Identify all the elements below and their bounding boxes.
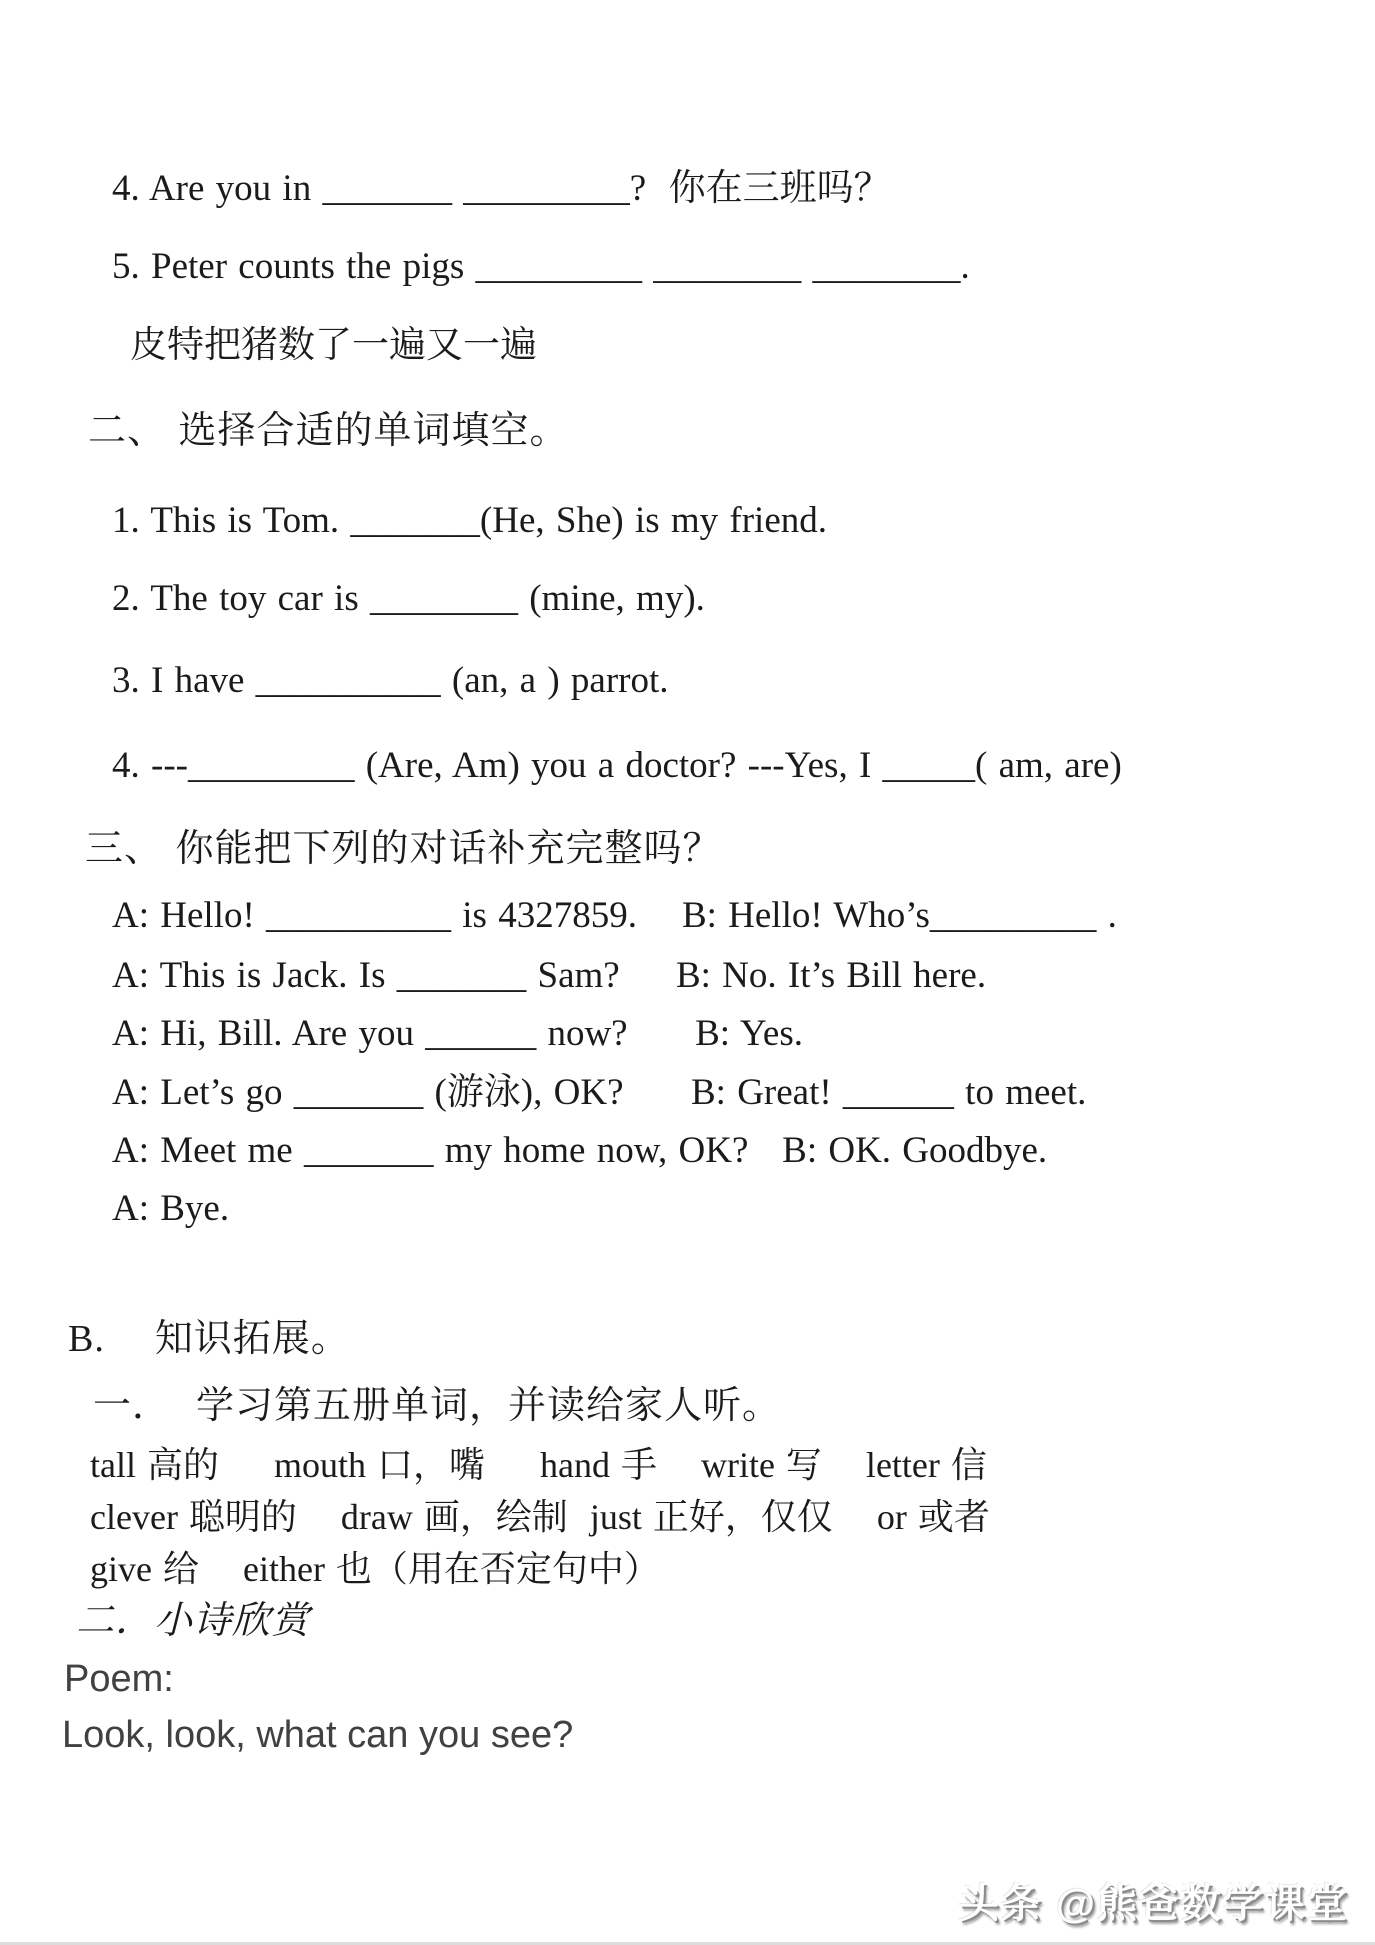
choice-question-2: 2. The toy car is ________ (mine, my).	[112, 578, 705, 619]
section-b-heading: B. 知识拓展。	[68, 1318, 350, 1360]
poem-line-1: Look, look, what can you see?	[62, 1714, 574, 1756]
part-two-heading: 二、 选择合适的单词填空。	[88, 410, 569, 452]
word-list-line-2: clever 聪明的 draw 画，绘制 just 正好，仅仅 or 或者	[90, 1497, 990, 1537]
choice-question-1: 1. This is Tom. _______(He, She) is my friend.	[112, 500, 828, 541]
word-list-line-3: give 给 either 也（用在否定句中）	[90, 1549, 660, 1589]
part-three-heading: 三、 你能把下列的对话补充完整吗？	[85, 828, 722, 870]
section-b-item-2-heading: 二．小诗欣赏	[76, 1600, 311, 1642]
translate-question-4: 4. Are you in _______ _________? 你在三班吗？	[112, 168, 891, 209]
dialog-line-4: A: Let’s go _______ (游泳), OK? B: Great! ______ to meet.	[112, 1072, 1087, 1113]
choice-question-3: 3. I have __________ (an, a ) parrot.	[112, 660, 669, 701]
section-b-item-1-heading: 一． 学习第五册单词，并读给家人听。	[93, 1385, 782, 1427]
translate-question-5: 5. Peter counts the pigs _________ ________ ________.	[112, 246, 970, 287]
word-list-line-1: tall 高的 mouth 口，嘴 hand 手 write 写 letter 信	[90, 1445, 987, 1485]
dialog-line-6: A: Bye.	[112, 1188, 230, 1229]
question-5-chinese-hint: 皮特把猪数了一遍又一遍	[130, 325, 537, 366]
dialog-line-2: A: This is Jack. Is _______ Sam? B: No. It’s Bill here.	[112, 955, 987, 996]
dialog-line-3: A: Hi, Bill. Are you ______ now? B: Yes.	[112, 1013, 804, 1054]
watermark-toutiao-badge: 头条 @熊爸数学课堂	[958, 1882, 1349, 1926]
choice-question-4: 4. ---_________ (Are, Am) you a doctor? ---Yes, I _____( am, are)	[112, 745, 1122, 786]
dialog-line-5: A: Meet me _______ my home now, OK? B: OK. Goodbye.	[112, 1130, 1048, 1171]
poem-label: Poem:	[64, 1658, 174, 1700]
dialog-line-1: A: Hello! __________ is 4327859. B: Hello! Who’s_________ .	[112, 895, 1117, 936]
